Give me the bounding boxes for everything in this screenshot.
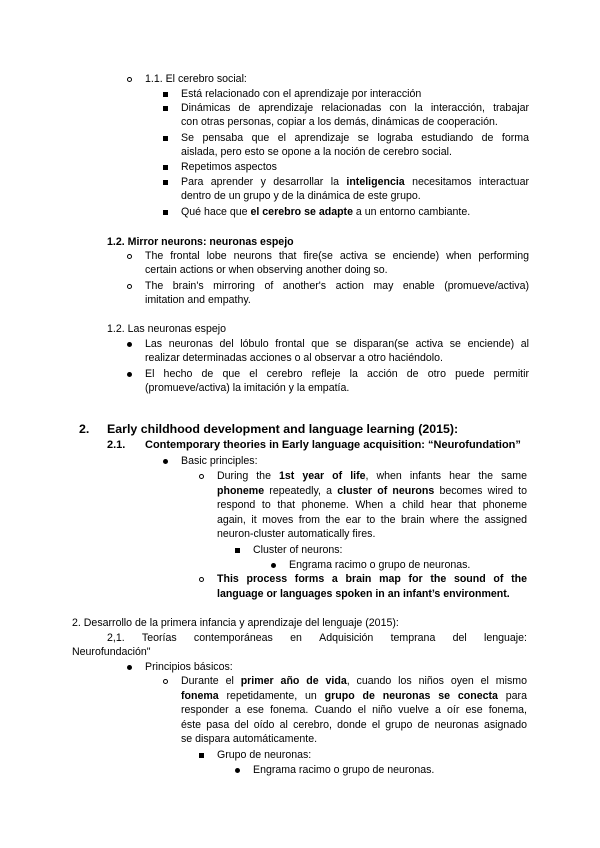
list-item: Está relacionado con el aprendizaje por interacción [181, 88, 422, 100]
hollow-bullet-icon [163, 675, 168, 688]
hollow-bullet-icon [199, 470, 204, 483]
square-bullet-icon [163, 176, 168, 189]
list-item: Engrama racimo o grupo de neuronas. [253, 764, 435, 776]
section-2-1-es-title-cont: Neurofundación" [72, 646, 151, 658]
list-item: The brain's mirroring of another's action may enable (promueve/activa) [145, 280, 529, 292]
list-item: Dinámicas de aprendizaje relacionadas con la interacción, trabajar [181, 102, 529, 114]
list-item: Para aprender y desarrollar la inteligencia necesitamos interactuar [181, 176, 529, 188]
list-item: fonema repetidamente, un grupo de neuronas se conecta para [181, 690, 527, 702]
section-2-number: 2. [79, 422, 90, 436]
list-item: se dispara automáticamente. [181, 733, 318, 745]
list-item: realizar determinadas acciones o al observar a otro haciéndolo. [145, 352, 443, 364]
section-2-1-es-title: 2,1. Teorías contemporáneas en Adquisición temprana del lenguaje: [107, 632, 527, 644]
list-item: language or languages spoken in an infant’s environment. [217, 588, 510, 600]
list-item: Repetimos aspectos [181, 161, 277, 173]
hollow-bullet-icon [127, 73, 132, 86]
section-2-es-title: 2. Desarrollo de la primera infancia y aprendizaje del lenguaje (2015): [72, 617, 399, 629]
list-item: Basic principles: [181, 455, 258, 467]
section-1-2-es-title: 1.2. Las neuronas espejo [107, 323, 226, 335]
list-item: Grupo de neuronas: [217, 749, 312, 761]
list-item: con otras personas, copiar a los demás, dinámicas de cooperación. [181, 116, 498, 128]
square-bullet-icon [163, 161, 168, 174]
square-bullet-icon [163, 88, 168, 101]
list-item: again, it moves from the ear to the brain where the assigned [217, 514, 527, 526]
list-item: aislada, pero esto se opone a la noción de cerebro social. [181, 146, 452, 158]
list-item: certain actions or when observing another doing so. [145, 264, 388, 276]
list-item: dentro de un grupo y de la dinámica de este grupo. [181, 190, 421, 202]
hollow-bullet-icon [199, 573, 204, 586]
list-item: Qué hace que el cerebro se adapte a un entorno cambiante. [181, 206, 471, 218]
section-2-1-number: 2.1. [107, 439, 126, 451]
list-item: This process forms a brain map for the sound of the [217, 573, 527, 585]
list-item: responder a ese fonema. Cuando el niño vuelve a oír ese fonema, [181, 704, 527, 716]
bullet-icon [163, 455, 168, 468]
list-item: Las neuronas del lóbulo frontal que se disparan(se activa se enciende) al [145, 338, 529, 350]
hollow-bullet-icon [127, 250, 132, 263]
list-item: Cluster of neurons: [253, 544, 343, 556]
section-2-1-title: Contemporary theories in Early language acquisition: “Neurofundation” [145, 439, 521, 451]
bullet-icon [127, 338, 132, 351]
square-bullet-icon [235, 544, 240, 557]
list-item: éste pasa del oído al cerebro, donde el grupo de neuronas asignado [181, 719, 527, 731]
square-bullet-icon [163, 102, 168, 115]
list-item: Durante el primer año de vida, cuando los niños oyen el mismo [181, 675, 527, 687]
hollow-bullet-icon [127, 280, 132, 293]
square-bullet-icon [163, 206, 168, 219]
list-item: The frontal lobe neurons that fire(se activa se enciende) when performing [145, 250, 529, 262]
section-1-1-title: 1.1. El cerebro social: [145, 73, 247, 85]
square-bullet-icon [199, 749, 204, 762]
list-item: imitation and empathy. [145, 294, 251, 306]
list-item: (promueve/activa) la imitación y la empatía. [145, 382, 350, 394]
list-item: Principios básicos: [145, 661, 233, 673]
list-item: phoneme repeatedly, a cluster of neurons becomes wired to [217, 485, 528, 497]
bullet-icon [127, 661, 132, 674]
square-bullet-icon [163, 132, 168, 145]
list-item: neuron-cluster automatically fires. [217, 528, 376, 540]
list-item: Engrama racimo o grupo de neuronas. [289, 559, 471, 571]
bullet-icon [235, 764, 240, 777]
section-1-2-title: 1.2. Mirror neurons: neuronas espejo [107, 236, 294, 248]
list-item: Se pensaba que el aprendizaje se lograba estudiando de forma [181, 132, 529, 144]
section-2-title: Early childhood development and language learning (2015): [107, 422, 459, 436]
list-item: respond to that phoneme. When a child hear that phoneme [217, 499, 527, 511]
list-item: During the 1st year of life, when infants hear the same [217, 470, 527, 482]
bullet-icon [271, 559, 276, 572]
bullet-icon [127, 368, 132, 381]
list-item: El hecho de que el cerebro refleje la acción de otro puede permitir [145, 368, 529, 380]
